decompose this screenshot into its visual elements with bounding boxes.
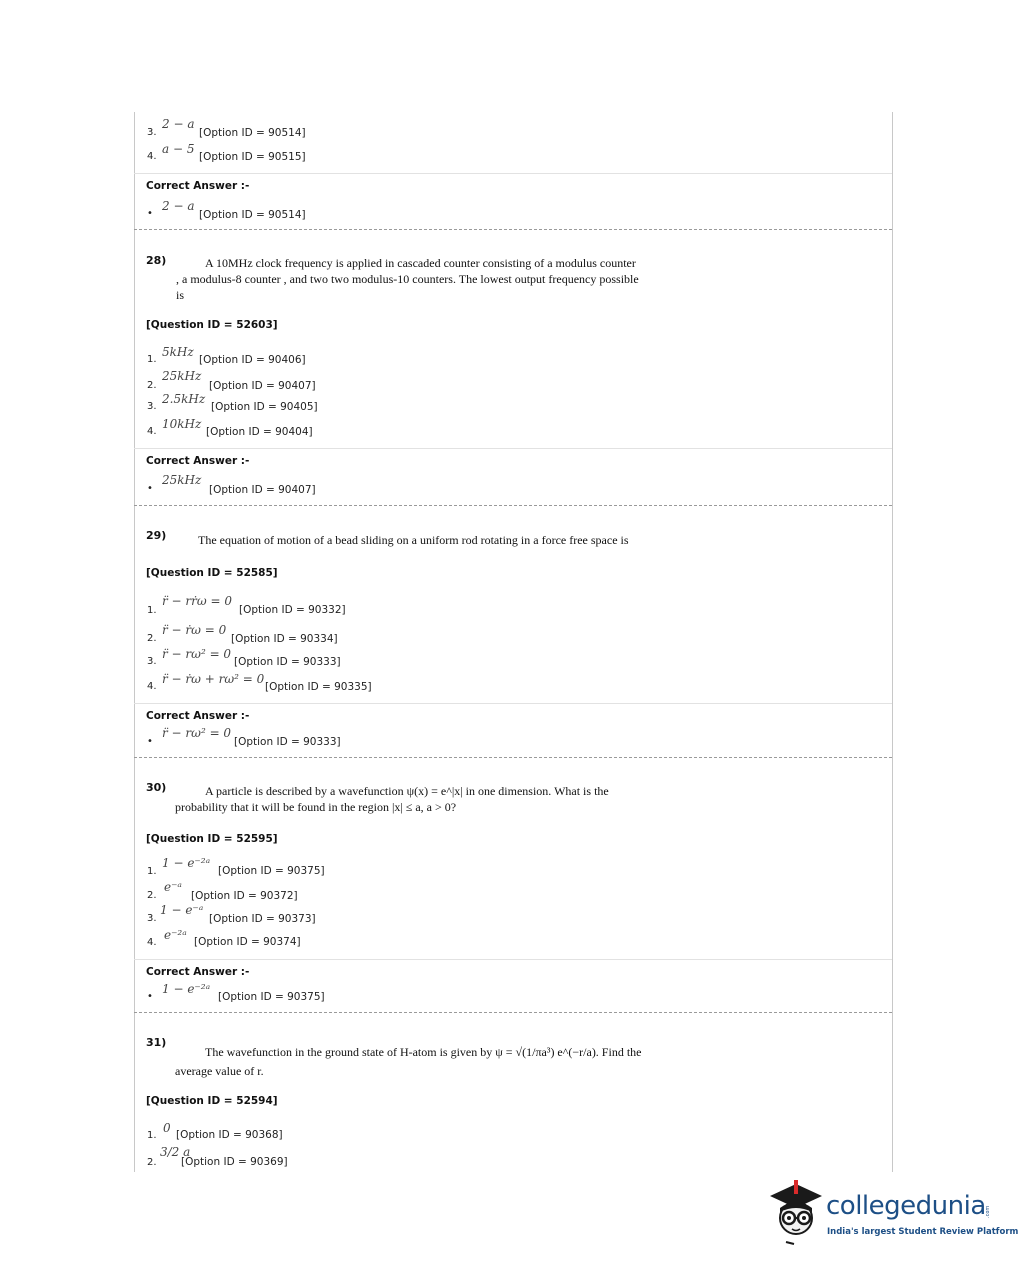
option-id: [Option ID = 90515] [199, 151, 306, 163]
question-text-line: probability that it will be found in the region |x| ≤ a, a > 0? [175, 800, 457, 814]
option-id: [Option ID = 90369] [181, 1156, 288, 1168]
question-number: 29) [146, 529, 167, 542]
option-id: [Option ID = 90375] [218, 865, 325, 877]
answer-math: 25kHz [162, 473, 202, 487]
option-number: 4. [147, 151, 157, 162]
question-text-line: A 10MHz clock frequency is applied in cascaded counter consisting of a modulus counter [205, 256, 636, 270]
option-math: 25kHz [162, 369, 202, 383]
mascot-icon [766, 1178, 826, 1248]
option-math: 3/2 a [160, 1145, 191, 1159]
question-text-line: A particle is described by a wavefunction ψ(x) = e^|x| in one dimension. What is the [205, 784, 609, 798]
option-math: 1 − e⁻²ᵃ [162, 856, 211, 870]
logo-domain: .com [985, 1205, 991, 1218]
question-id: [Question ID = 52594] [146, 1095, 278, 1107]
option-id: [Option ID = 90332] [239, 604, 346, 616]
option-math: 1 − e⁻ᵃ [160, 903, 204, 917]
question-text-line: The wavefunction in the ground state of H-atom is given by ψ = √(1/πa³) e^(−r/a). Find the [205, 1045, 642, 1059]
answer-math: r̈ − rω² = 0 [162, 726, 232, 740]
answer-option-id: [Option ID = 90407] [209, 484, 316, 496]
option-id: [Option ID = 90334] [231, 633, 338, 645]
question-id: [Question ID = 52603] [146, 319, 278, 331]
question-separator [134, 757, 892, 758]
option-math: 2 − a [162, 117, 195, 131]
question-separator [134, 229, 892, 230]
correct-answer-label: Correct Answer :- [146, 180, 250, 192]
option-number: 2. [147, 380, 157, 391]
option-id: [Option ID = 90405] [211, 401, 318, 413]
option-math: r̈ − rṙω = 0 [162, 594, 232, 608]
option-math: 2.5kHz [162, 392, 206, 406]
option-number: 4. [147, 426, 157, 437]
question-text-line: average value of r. [175, 1064, 264, 1078]
logo-tagline: India's largest Student Review Platform [827, 1227, 1019, 1237]
answer-math: 2 − a [162, 199, 195, 213]
divider [134, 703, 892, 704]
answer-bullet: • [147, 483, 153, 494]
divider [134, 448, 892, 449]
right-border [892, 112, 893, 1172]
option-math: e⁻²ᵃ [164, 928, 187, 942]
option-id: [Option ID = 90373] [209, 913, 316, 925]
option-math: r̈ − ṙω = 0 [162, 623, 227, 637]
option-number: 3. [147, 913, 157, 924]
option-math: r̈ − rω² = 0 [162, 647, 232, 661]
option-id: [Option ID = 90406] [199, 354, 306, 366]
option-id: [Option ID = 90404] [206, 426, 313, 438]
divider [134, 959, 892, 960]
option-number: 4. [147, 937, 157, 948]
option-math: e⁻ᵃ [164, 880, 182, 894]
option-id: [Option ID = 90335] [265, 681, 372, 693]
option-id: [Option ID = 90374] [194, 936, 301, 948]
option-math: a − 5 [162, 142, 195, 156]
answer-option-id: [Option ID = 90333] [234, 736, 341, 748]
answer-bullet: • [147, 208, 153, 219]
option-id: [Option ID = 90333] [234, 656, 341, 668]
correct-answer-label: Correct Answer :- [146, 966, 250, 978]
question-id: [Question ID = 52595] [146, 833, 278, 845]
option-id: [Option ID = 90372] [191, 890, 298, 902]
question-id: [Question ID = 52585] [146, 567, 278, 579]
question-text-line: is [176, 288, 185, 302]
option-number: 2. [147, 890, 157, 901]
option-math: 0 [163, 1121, 171, 1135]
option-number: 2. [147, 1157, 157, 1168]
answer-bullet: • [147, 736, 153, 747]
option-math: 10kHz [162, 417, 202, 431]
option-number: 1. [147, 354, 157, 365]
option-id: [Option ID = 90368] [176, 1129, 283, 1141]
question-separator [134, 1012, 892, 1013]
question-text-line: , a modulus-8 counter , and two two modulus-10 counters. The lowest output frequency possible [176, 272, 639, 286]
question-number: 30) [146, 781, 167, 794]
option-id: [Option ID = 90514] [199, 127, 306, 139]
option-number: 1. [147, 605, 157, 616]
option-number: 1. [147, 1130, 157, 1141]
answer-math: 1 − e⁻²ᵃ [162, 982, 211, 996]
option-number: 3. [147, 401, 157, 412]
answer-option-id: [Option ID = 90514] [199, 209, 306, 221]
divider [134, 173, 892, 174]
option-math: r̈ − ṙω + rω² = 0 [162, 672, 265, 686]
option-math: 5kHz [162, 345, 194, 359]
logo-wordmark: collegedunia [826, 1191, 986, 1221]
option-id: [Option ID = 90407] [209, 380, 316, 392]
question-number: 31) [146, 1036, 167, 1049]
question-number: 28) [146, 254, 167, 267]
option-number: 4. [147, 681, 157, 692]
answer-bullet: • [147, 991, 153, 1002]
question-separator [134, 505, 892, 506]
option-number: 3. [147, 127, 157, 138]
answer-option-id: [Option ID = 90375] [218, 991, 325, 1003]
option-number: 1. [147, 866, 157, 877]
correct-answer-label: Correct Answer :- [146, 710, 250, 722]
option-number: 2. [147, 633, 157, 644]
option-number: 3. [147, 656, 157, 667]
correct-answer-label: Correct Answer :- [146, 455, 250, 467]
left-border [134, 112, 135, 1172]
question-text-line: The equation of motion of a bead sliding on a uniform rod rotating in a force free space is [198, 533, 629, 547]
